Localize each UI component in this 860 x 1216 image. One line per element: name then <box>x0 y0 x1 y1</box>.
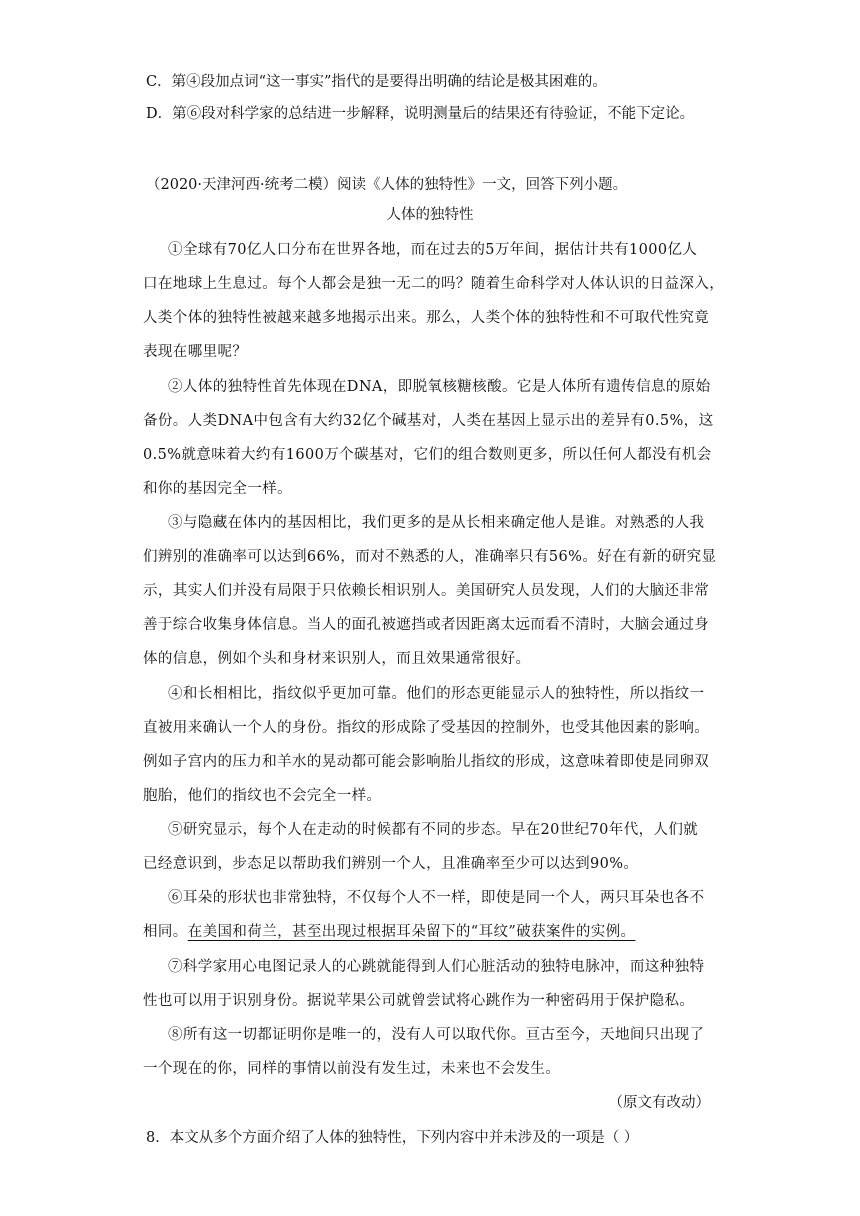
paragraph-3-line-1: ③与隐藏在体内的基因相比，我们更多的是从长相来确定他人是谁。对熟悉的人我 <box>168 515 705 531</box>
paragraph-3-line-3: 示，其实人们并没有局限于只依赖长相识别人。美国研究人员发现，人们的大脑还非常 <box>143 583 710 599</box>
question-8: 8．本文从多个方面介绍了人体的独特性，下列内容中并未涉及的一项是（ ） <box>146 1130 639 1146</box>
paragraph-7-line-2: 性也可以用于识别身份。据说苹果公司就曾尝试将心跳作为一种密码用于保护隐私。 <box>143 993 695 1009</box>
paragraph-2-line-2: 备份。人类DNA中包含有大约32亿个碱基对，人类在基因上显示出的差异有0.5%，这 <box>143 413 714 429</box>
reading-intro: （2020·天津河西·统考二模）阅读《人体的独特性》一文，回答下列小题。 <box>146 177 628 193</box>
paragraph-5-line-2: 已经意识到，步态足以帮助我们辨别一个人，且准确率至少可以达到90%。 <box>143 856 639 872</box>
paragraph-8-line-2: 一个现在的你，同样的事情以前没有发生过，未来也不会发生。 <box>143 1061 561 1077</box>
option-d: D．第⑥段对科学家的总结进一步解释，说明测量后的结果还有待验证，不能下定论。 <box>146 106 695 122</box>
paragraph-2-line-4: 和你的基因完全一样。 <box>143 481 292 497</box>
paragraph-2-line-1: ②人体的独特性首先体现在DNA，即脱氧核糖核酸。它是人体所有遗传信息的原始 <box>168 379 711 395</box>
paragraph-4-line-4: 胞胎，他们的指纹也不会完全一样。 <box>143 788 382 804</box>
paragraph-1-line-2: 口在地球上生息过。每个人都会是独一无二的吗？随着生命科学对人体认识的日益深入， <box>143 276 725 292</box>
paragraph-5-line-1: ⑤研究显示，每个人在走动的时候都有不同的步态。早在20世纪70年代，人们就 <box>168 822 699 838</box>
paragraph-4-line-2: 直被用来确认一个人的身份。指纹的形成除了受基因的控制外，也受其他因素的影响。 <box>143 720 710 736</box>
paragraph-1-line-4: 表现在哪里呢？ <box>143 344 248 360</box>
paragraph-6-line-2-plain: 相同。 <box>143 924 188 940</box>
paragraph-7-line-1: ⑦科学家用心电图记录人的心跳就能得到人们心脏活动的独特电脉冲，而这种独特 <box>168 959 705 975</box>
source-note: （原文有改动） <box>608 1095 710 1111</box>
paragraph-6-line-1: ⑥耳朵的形状也非常独特，不仅每个人不一样，即使是同一个人，两只耳朵也各不 <box>168 890 705 906</box>
paragraph-4-line-1: ④和长相相比，指纹似乎更加可靠。他们的形态更能显示人的独特性，所以指纹一 <box>168 686 705 702</box>
article-title: 人体的独特性 <box>386 207 474 223</box>
paragraph-3-line-5: 体的信息，例如个头和身材来识别人，而且效果通常很好。 <box>143 651 531 667</box>
paragraph-3-line-2: 们辨别的准确率可以达到66%，而对不熟悉的人，准确率只有56%。好在有新的研究显 <box>143 549 717 565</box>
paragraph-8-line-1: ⑧所有这一切都证明你是唯一的，没有人可以取代你。亘古至今，天地间只出现了 <box>168 1027 705 1043</box>
paragraph-1-line-1: ①全球有70亿人口分布在世界各地，而在过去的5万年间，据估计共有1000亿人 <box>168 242 698 258</box>
paragraph-3-line-4: 善于综合收集身体信息。当人的面孔被遮挡或者因距离太远而看不清时，大脑会通过身 <box>143 617 710 633</box>
paragraph-6-line-2 <box>143 922 635 942</box>
option-c: C．第④段加点词“这一事实”指代的是要得出明确的结论是极其困难的。 <box>146 74 607 90</box>
paragraph-1-line-3: 人类个体的独特性被越来越多地揭示出来。那么，人类个体的独特性和不可取代性究竟 <box>143 310 710 326</box>
paragraph-4-line-3: 例如子宫内的压力和羊水的晃动都可能会影响胎儿指纹的形成，这意味着即使是同卵双 <box>143 754 710 770</box>
underlined-sentence: 在美国和荷兰，甚至出现过根据耳朵留下的“耳纹”破获案件的实例。 <box>187 924 636 940</box>
paragraph-2-line-3: 0.5%就意味着大约有1600万个碳基对，它们的组合数则更多，所以任何人都没有机会 <box>143 447 712 463</box>
